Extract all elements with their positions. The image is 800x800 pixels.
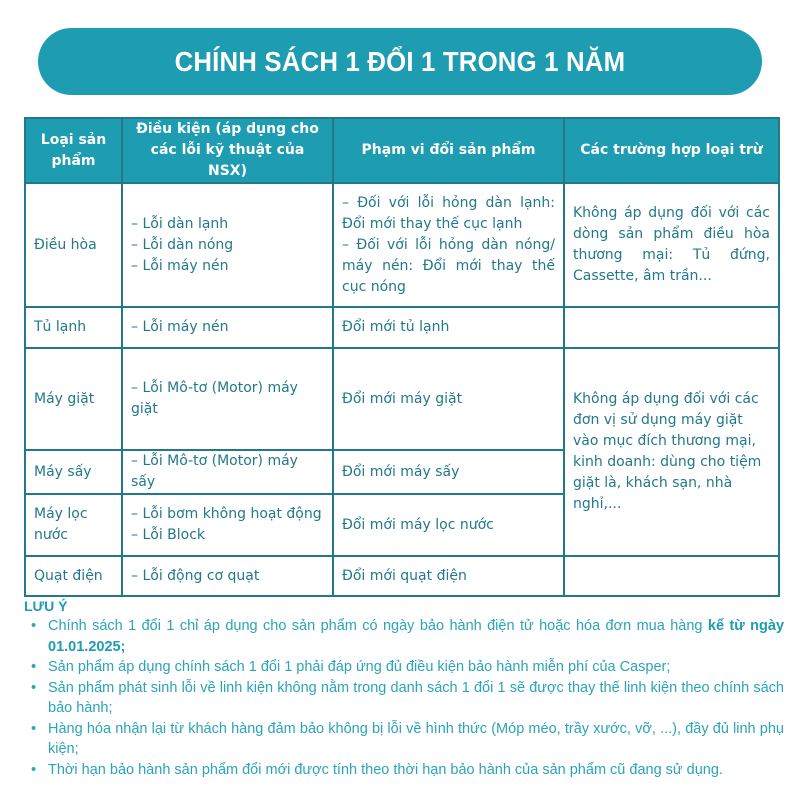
- scope-cell: Đổi mới quạt điện: [333, 556, 564, 596]
- table-row: [25, 307, 779, 348]
- notes-section: [24, 598, 784, 780]
- note-item: • Chính sách 1 đổi 1 chỉ áp dụng cho sản phẩm có ngày bảo hành điện tử hoặc hóa đơn mua hàng kể từ ngày 01.01.2025;: [48, 616, 784, 657]
- table-header-row: [25, 118, 779, 183]
- scope-cell: – Đối với lỗi hỏng dàn lạnh: Đổi mới thay thế cục lạnh – Đối với lỗi hỏng dàn nóng/ máy nén: Đổi mới thay thế cục nóng: [333, 183, 564, 307]
- product-cell: Tủ lạnh: [25, 307, 122, 348]
- notes-list: [24, 616, 784, 780]
- notes-title: LƯU Ý: [24, 598, 68, 614]
- conditions-cell: – Lỗi Mô-tơ (Motor) máy giặt: [122, 348, 333, 450]
- conditions-cell: – Lỗi động cơ quạt: [122, 556, 333, 596]
- product-cell: Máy sấy: [25, 450, 122, 494]
- product-cell: Điều hòa: [25, 183, 122, 307]
- conditions-cell: – Lỗi dàn lạnh – Lỗi dàn nóng – Lỗi máy nén: [122, 183, 333, 307]
- product-cell: Máy lọc nước: [25, 494, 122, 556]
- table-row: [25, 556, 779, 596]
- scope-cell: Đổi mới máy sấy: [333, 450, 564, 494]
- exclusion-cell: Không áp dụng đối với các dòng sản phẩm điều hòa thương mại: Tủ đứng, Cassette, âm trần...: [564, 183, 779, 307]
- product-cell: Quạt điện: [25, 556, 122, 596]
- note-item: • Sản phẩm áp dụng chính sách 1 đổi 1 phải đáp ứng đủ điều kiện bảo hành miễn phí của Casper;: [48, 657, 784, 678]
- policy-table: [24, 117, 780, 597]
- conditions-cell: – Lỗi máy nén: [122, 307, 333, 348]
- conditions-cell: – Lỗi bơm không hoạt động – Lỗi Block: [122, 494, 333, 556]
- policy-banner: [38, 28, 762, 95]
- note-item: • Thời hạn bảo hành sản phẩm đổi mới được tính theo thời hạn bảo hành của sản phẩm cũ đang sử dụng.: [48, 760, 784, 781]
- conditions-cell: – Lỗi Mô-tơ (Motor) máy sấy: [122, 450, 333, 494]
- product-cell: Máy giặt: [25, 348, 122, 450]
- note-item: • Hàng hóa nhận lại từ khách hàng đảm bảo không bị lỗi về hình thức (Móp méo, trầy xước, vỡ, ...), đầy đủ linh phụ kiện;: [48, 719, 784, 760]
- table-row: [25, 183, 779, 307]
- note-item: • Sản phẩm phát sinh lỗi về linh kiện không nằm trong danh sách 1 đổi 1 sẽ được thay thế linh kiện theo chính sách bảo hành;: [48, 678, 784, 719]
- exclusion-cell: Không áp dụng đối với các đơn vị sử dụng máy giặt vào mục đích thương mại, kinh doanh: dùng cho tiệm giặt là, khách sạn, nhà nghỉ,...: [564, 348, 779, 556]
- scope-cell: Đổi mới tủ lạnh: [333, 307, 564, 348]
- scope-cell: Đổi mới máy lọc nước: [333, 494, 564, 556]
- scope-cell: Đổi mới máy giặt: [333, 348, 564, 450]
- exclusion-cell: [564, 556, 779, 596]
- header-conditions: Điều kiện (áp dụng cho các lỗi kỹ thuật của NSX): [122, 118, 333, 183]
- table-row: [25, 348, 779, 450]
- header-exclusions: Các trường hợp loại trừ: [564, 118, 779, 183]
- page-title: CHÍNH SÁCH 1 ĐỔI 1 TRONG 1 NĂM: [174, 45, 626, 77]
- exclusion-cell: [564, 307, 779, 348]
- header-scope: Phạm vi đổi sản phẩm: [333, 118, 564, 183]
- header-product-type: Loại sản phẩm: [25, 118, 122, 183]
